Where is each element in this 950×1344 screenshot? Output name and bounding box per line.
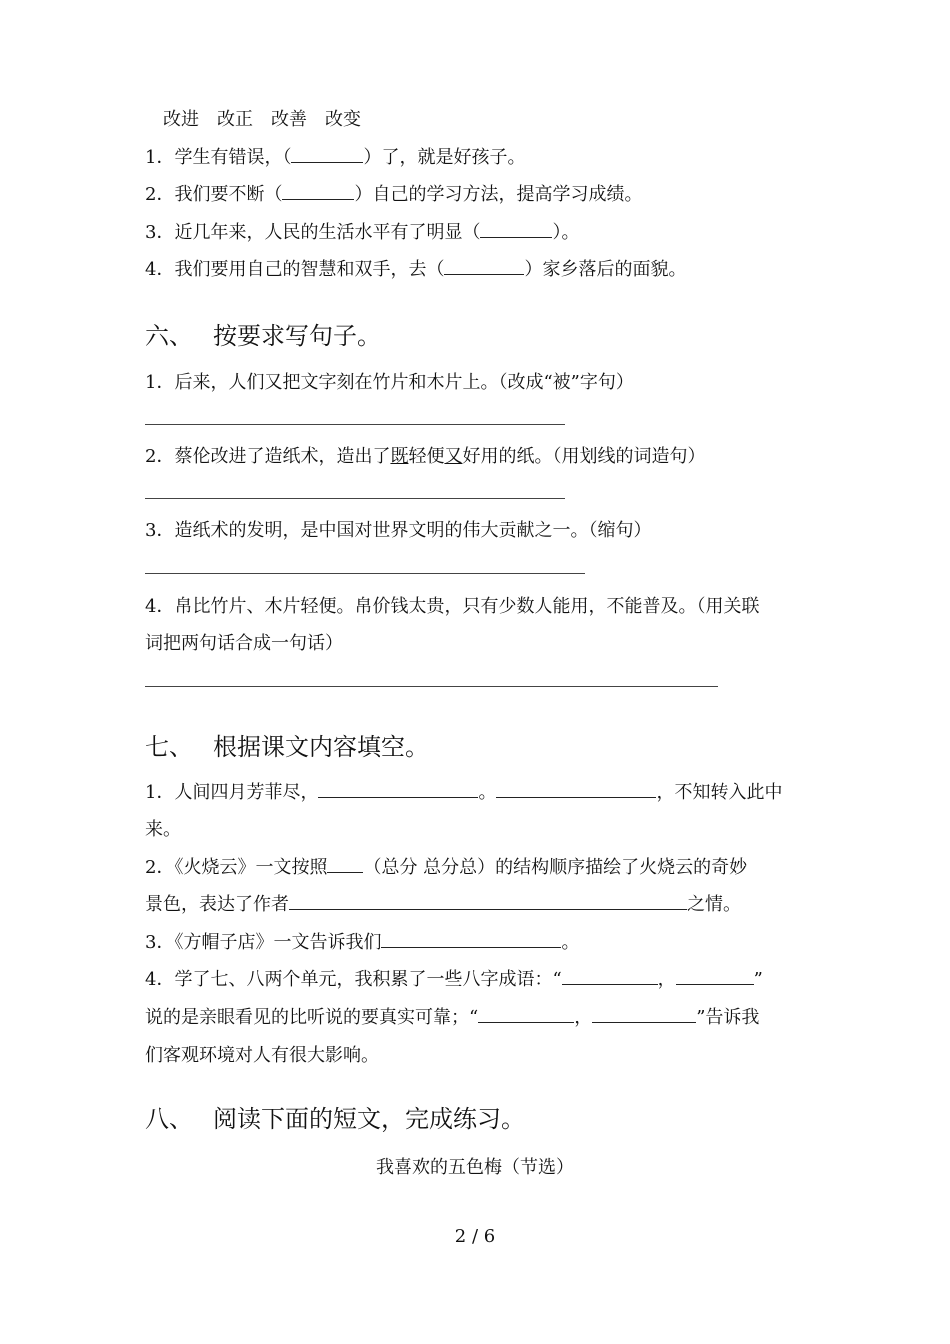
answer-blank[interactable] [676, 966, 754, 985]
answer-blank[interactable] [562, 966, 658, 985]
s7-question-4: 4．学了七、八两个单元，我积累了一些八字成语：“ ， ” [145, 965, 763, 991]
answer-blank[interactable] [291, 144, 363, 163]
s6-question-2: 2．蔡伦改进了造纸术，造出了既轻便又好用的纸。（用划线的词造句） [145, 446, 706, 467]
s5-question-1: 1．学生有错误，（ ）了，就是好孩子。 [145, 143, 525, 169]
passage-title: 我喜欢的五色梅（节选） [376, 1157, 574, 1178]
underlined-word: 又 [444, 446, 463, 467]
s6-question-4-line2: 词把两句话合成一句话） [145, 633, 343, 654]
s7-question-2: 2．《火烧云》一文按照 （总分 总分总）的结构顺序描绘了火烧云的奇妙 [145, 853, 747, 879]
answer-blank[interactable] [444, 256, 524, 275]
s7-question-2-cont: 景色，表达了作者 之情。 [145, 890, 741, 916]
s7-question-3: 3．《方帽子店》一文告诉我们 。 [145, 928, 579, 954]
answer-blank[interactable] [318, 779, 478, 798]
answer-blank[interactable] [592, 1004, 696, 1023]
word-choice: 改变 [325, 109, 361, 130]
s7-question-1-cont: 来。 [145, 819, 181, 840]
s5-question-3: 3．近几年来，人民的生活水平有了明显（ ）。 [145, 218, 579, 244]
section-7-heading: 七、 根据课文内容填空。 [145, 733, 429, 761]
word-choice: 改善 [271, 109, 307, 130]
answer-line[interactable] [145, 498, 565, 499]
s7-question-4-cont: 说的是亲眼看见的比听说的要真实可靠；“ ， ”告诉我 [145, 1003, 759, 1029]
answer-line[interactable] [145, 686, 718, 687]
word-choices [163, 105, 379, 131]
word-choice: 改正 [217, 109, 253, 130]
s6-question-4-line1: 4．帛比竹片、木片轻便。帛价钱太贵，只有少数人能用，不能普及。（用关联 [145, 596, 760, 617]
s7-question-4-cont2: 们客观环境对人有很大影响。 [145, 1045, 379, 1066]
section-8-heading: 八、 阅读下面的短文，完成练习。 [145, 1105, 525, 1133]
answer-blank[interactable] [282, 181, 354, 200]
answer-line[interactable] [145, 573, 585, 574]
word-choice: 改进 [163, 109, 199, 130]
s7-question-1: 1．人间四月芳菲尽， 。 ，不知转入此中 [145, 778, 782, 804]
underlined-word: 既 [390, 446, 409, 467]
s6-question-1: 1．后来，人们又把文字刻在竹片和木片上。（改成“被”字句） [145, 372, 634, 393]
answer-line[interactable] [145, 424, 565, 425]
answer-blank[interactable] [480, 219, 552, 238]
answer-blank[interactable] [496, 779, 656, 798]
answer-blank[interactable] [289, 891, 687, 910]
section-6-heading: 六、 按要求写句子。 [145, 322, 381, 350]
answer-blank[interactable] [327, 854, 363, 873]
s5-question-4: 4．我们要用自己的智慧和双手，去（ ）家乡落后的面貌。 [145, 255, 686, 281]
answer-blank[interactable] [478, 1004, 574, 1023]
page-number: 2 / 6 [454, 1226, 496, 1247]
s5-question-2: 2．我们要不断（ ）自己的学习方法，提高学习成绩。 [145, 180, 642, 206]
answer-blank[interactable] [381, 929, 561, 948]
s6-question-3: 3．造纸术的发明，是中国对世界文明的伟大贡献之一。（缩句） [145, 520, 652, 541]
